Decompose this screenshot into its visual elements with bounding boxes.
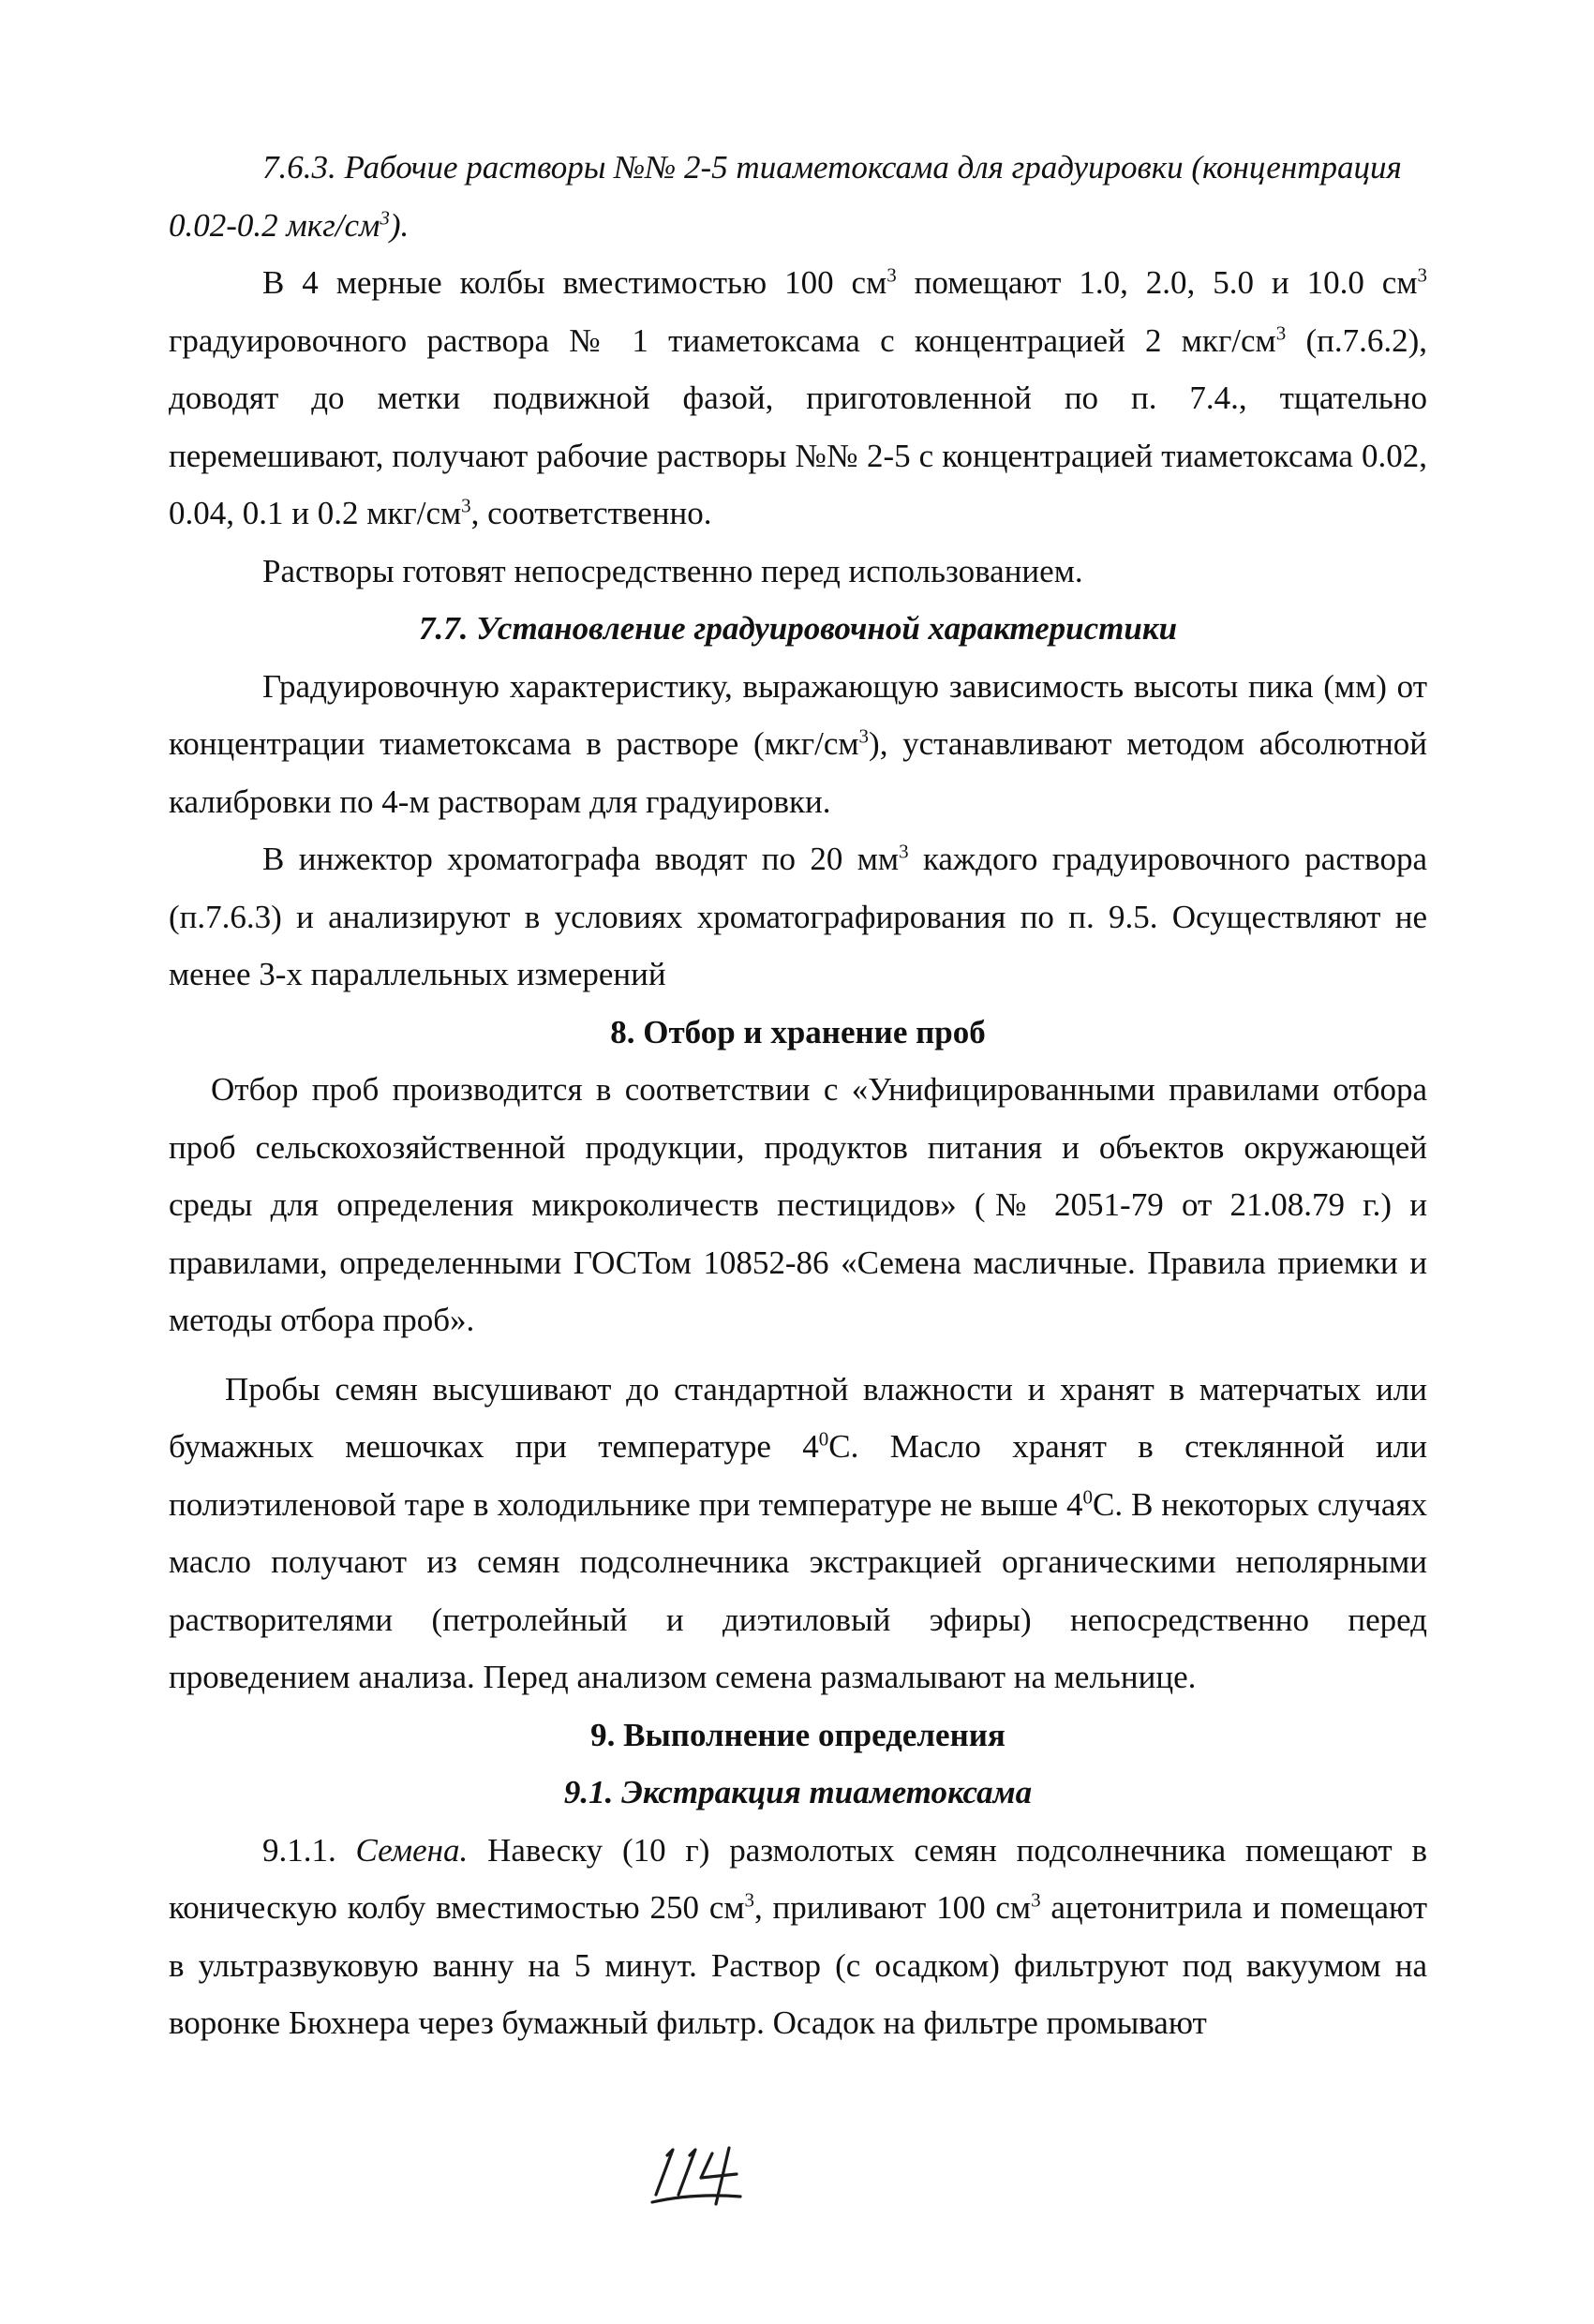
section-9-1-1-paragraph xyxy=(169,1822,1427,2052)
text-run: С. В некоторых случаях масло получают из семян подсолнечника экстракцией органическими неполярными растворителями (петролейный и диэтиловый эфиры) непосредственно перед проведением анализа. Перед анализом семена размалывают на мельнице. xyxy=(169,1485,1427,1695)
text-run: , соответственно. xyxy=(470,495,712,531)
text-run: Пробы семян высушивают до стандартной влажности и хранят в матерчатых или бумажных мешочках при температуре 4 xyxy=(169,1370,1427,1465)
superscript: 3 xyxy=(1275,320,1287,344)
superscript: 3 xyxy=(1031,1888,1041,1912)
section-8-heading: 8. Отбор и хранение проб xyxy=(610,1013,986,1050)
superscript: 3 xyxy=(1417,263,1427,287)
text-run: помещают 1.0, 2.0, 5.0 и 10.0 см xyxy=(896,264,1418,301)
section-7-6-3-paragraph-2: Растворы готовят непосредственно перед использованием. xyxy=(262,552,1083,589)
superscript: 3 xyxy=(899,840,909,863)
superscript: 3 xyxy=(886,263,897,287)
text-run: (п.7.6.2), доводят до метки подвижной фазой, приготовленной по п. 7.4., тщательно перемешивают, получают рабочие растворы №№ 2-5 с концентрацией тиаметоксама 0.02, 0.04, 0.1 и 0.2 мкг/см xyxy=(169,321,1427,531)
section-7-6-3-title-line1: 7.6.3. Рабочие растворы №№ 2-5 тиаметоксама для градуировки (концентрация xyxy=(262,149,1402,186)
section-7-6-3-title xyxy=(169,139,1427,197)
superscript: 0 xyxy=(1082,1484,1094,1508)
superscript: 3 xyxy=(744,1888,754,1912)
text-run: градуировочного раствора № 1 тиаметоксама с концентрацией 2 мкг/см xyxy=(169,321,1276,359)
section-7-7-paragraph-1 xyxy=(169,658,1427,831)
clause-number: 9.1.1. xyxy=(262,1831,356,1869)
superscript: 3 xyxy=(461,494,471,517)
text-run: каждого градуировочного раствора (п.7.6.3) и анализируют в условиях хроматографирования по п. 9.5. Осуществляют не менее 3-х параллельных измерений xyxy=(169,841,1427,992)
title-line2-text: 0.02-0.2 мкг/см xyxy=(169,206,380,244)
section-9-heading: 9. Выполнение определения xyxy=(590,1716,1006,1753)
text-run: Навеску (10 г) размолотых семян подсолнечника помещают в коническую колбу вместимостью 250 см xyxy=(169,1831,1427,1926)
section-7-6-3-title-line2 xyxy=(169,197,1427,255)
text-run: ацетонитрила и помещают в ультразвуковую ванну на 5 минут. Раствор (с осадком) фильтруют под вакуумом на воронке Бюхнера через бумажный фильтр. Осадок на фильтре промывают xyxy=(169,1889,1428,2041)
text-run: , приливают 100 см xyxy=(754,1889,1032,1926)
text-run: В 4 мерные колбы вместимостью 100 см xyxy=(262,264,887,301)
title-line2-sup: 3 xyxy=(380,205,390,229)
section-9-1-heading: 9.1. Экстракция тиаметоксама xyxy=(563,1774,1033,1810)
handwritten-page-number-drawing xyxy=(647,2137,750,2212)
handwritten-page-number xyxy=(647,2137,750,2212)
clause-lead: Семена. xyxy=(355,1831,469,1869)
section-7-6-3-paragraph-1 xyxy=(169,254,1427,543)
section-8-paragraph-1: Отбор проб производится в соответствии с «Унифицированными правилами отбора проб сельскохозяйственной продукции, продуктов питания и объектов окружающей среды для определения микроколичеств пестицидов» (№ 2051-79 от 21.08.79 г.) и правилами, определенными ГОСТом 10852-86 «Семена масличные. Правила приемки и методы отбора проб». xyxy=(169,1071,1427,1338)
title-line2-end: ). xyxy=(389,206,410,244)
section-8-paragraph-2 xyxy=(169,1361,1427,1706)
text-run: В инжектор хроматографа вводят по 20 мм xyxy=(262,841,900,877)
section-7-7-heading: 7.7. Установление градуировочной характеристики xyxy=(418,610,1178,647)
text-run: С. Масло хранят в стеклянной или полиэтиленовой таре в холодильнике при температуре не выше 4 xyxy=(169,1428,1427,1523)
text-run: ), устанавливают методом абсолютной калибровки по 4-м растворам для градуировки. xyxy=(169,725,1427,820)
superscript: 3 xyxy=(858,724,870,748)
section-7-7-paragraph-2 xyxy=(169,830,1427,1004)
page-content xyxy=(169,139,1427,2052)
superscript: 0 xyxy=(818,1427,829,1451)
text-run: Градуировочную характеристику, выражающую зависимость высоты пика (мм) от концентрации тиаметоксама в растворе (мкг/см xyxy=(169,667,1427,762)
